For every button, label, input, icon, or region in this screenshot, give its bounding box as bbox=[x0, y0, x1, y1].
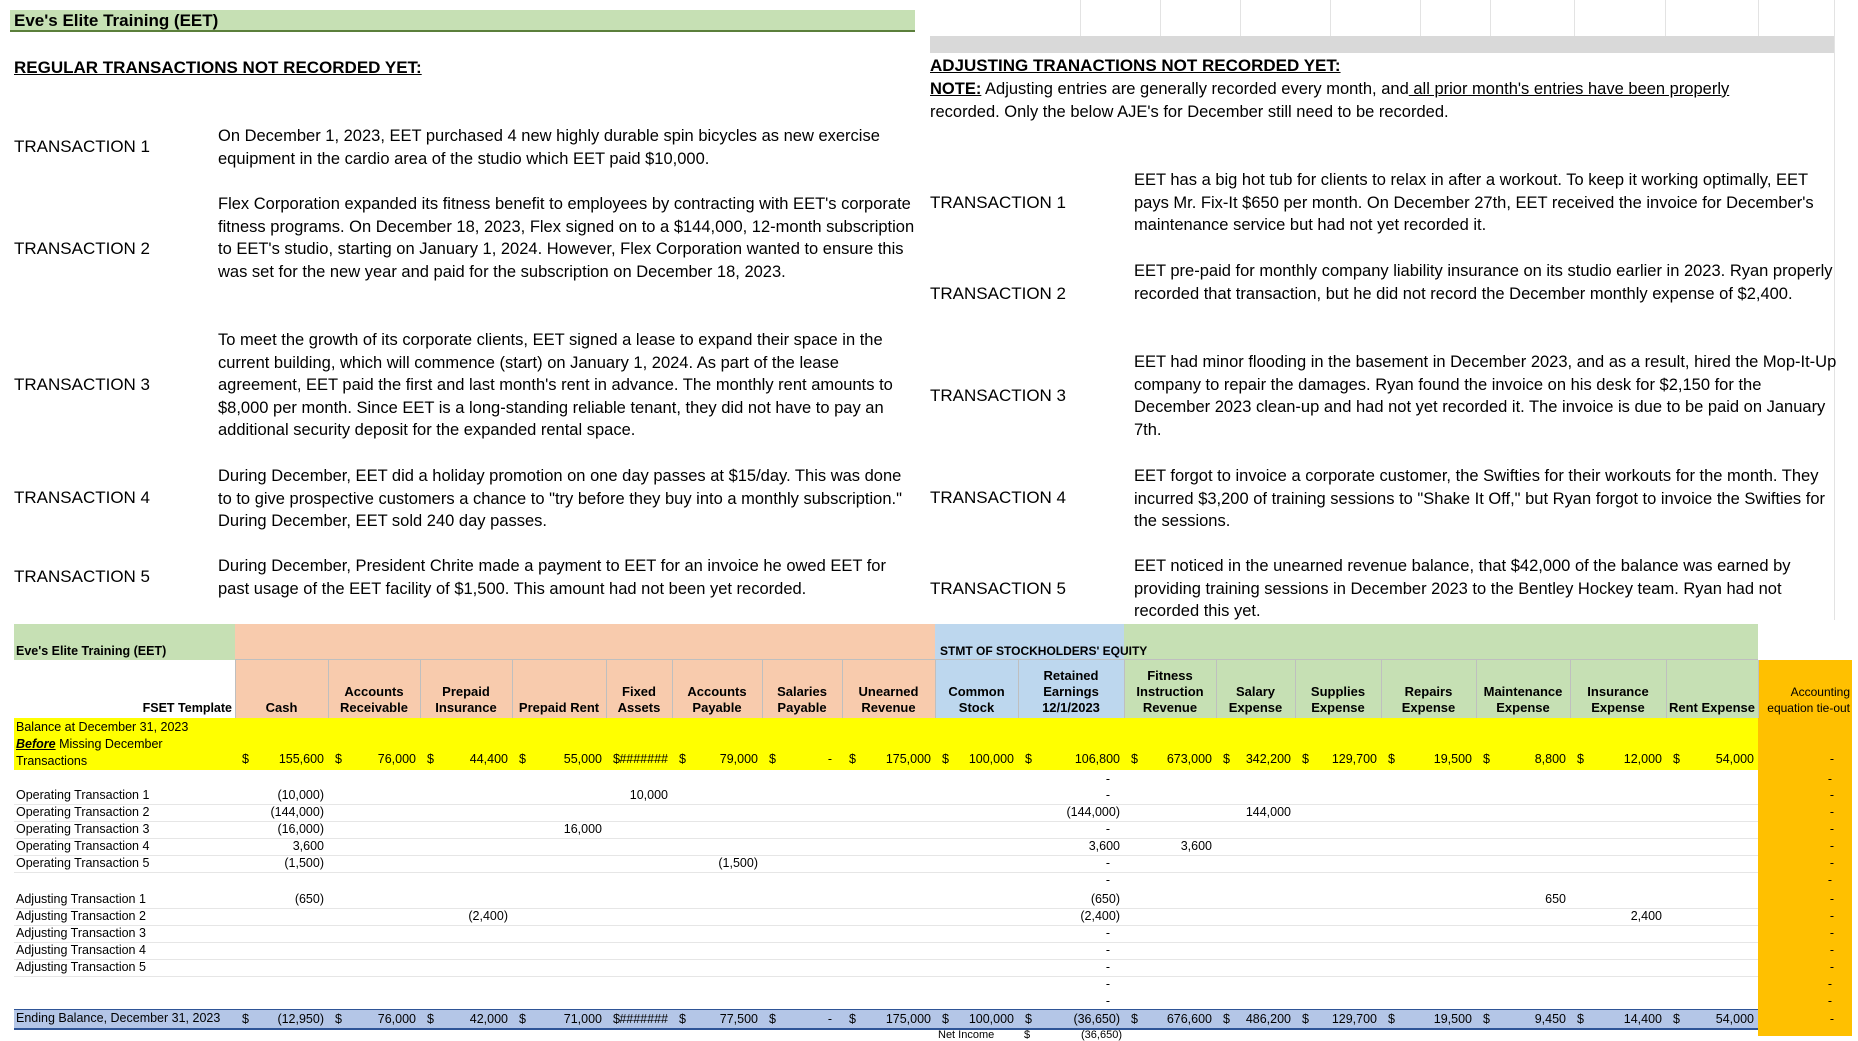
col-header-fixed-assets: Fixed Assets bbox=[617, 684, 661, 715]
table.rows.3.values-cell[interactable]: 3,600 bbox=[1180, 839, 1212, 853]
row-gridline bbox=[14, 959, 1758, 960]
blank-row-dash: - bbox=[1827, 772, 1832, 786]
table-company: Eve's Elite Training (EET) bbox=[16, 644, 167, 658]
balance-cell[interactable]: 129,700 bbox=[1331, 752, 1377, 766]
ending-cell[interactable]: 19,500 bbox=[1433, 1012, 1472, 1026]
table.rows.0.values-cell[interactable]: 10,000 bbox=[629, 788, 668, 802]
adjusting-tx4-label: TRANSACTION 4 bbox=[930, 488, 1067, 507]
note-text-c: recorded. Only the below AJE's for December still need to be recorded. bbox=[930, 102, 1449, 121]
col-header-cash: Cash bbox=[265, 700, 298, 715]
blank-row-dash: - bbox=[1827, 994, 1832, 1008]
blank-row-dash: - bbox=[1827, 873, 1832, 887]
balance-cell[interactable]: 79,000 bbox=[719, 752, 758, 766]
balance-cell[interactable]: 12,000 bbox=[1623, 752, 1662, 766]
table.rows.1.values-cell[interactable]: 144,000 bbox=[1245, 805, 1291, 819]
table.rows.1.values-cell[interactable]: - bbox=[1829, 805, 1834, 819]
dollar-sign: $ bbox=[849, 1012, 856, 1026]
dollar-sign: $ bbox=[1388, 752, 1395, 766]
col-header-retained-earnings-12-1-2023: Retained Earnings 12/1/2023 bbox=[1042, 668, 1100, 715]
table.rows.7.values-cell[interactable]: - bbox=[1829, 926, 1834, 940]
divider-bar bbox=[930, 36, 1834, 53]
regular-tx1-label: TRANSACTION 1 bbox=[14, 137, 151, 156]
dollar-sign: $ bbox=[1302, 1012, 1309, 1026]
note-text-a: Adjusting entries are generally recorded every month, and bbox=[981, 80, 1409, 98]
dollar-sign: $ bbox=[1131, 1012, 1138, 1026]
row-label: Adjusting Transaction 1 bbox=[16, 892, 146, 906]
col-divider bbox=[842, 660, 843, 718]
regular-tx5-label: TRANSACTION 5 bbox=[14, 567, 151, 586]
dollar-sign: $ bbox=[1483, 1012, 1490, 1026]
col-header-salary-expense: Salary Expense bbox=[1228, 684, 1283, 715]
ending-cell[interactable]: 486,200 bbox=[1245, 1012, 1291, 1026]
col-divider bbox=[512, 660, 513, 718]
table.rows.2.values-cell[interactable]: 16,000 bbox=[563, 822, 602, 836]
adjusting-note bbox=[930, 78, 1830, 123]
dollar-sign: $ bbox=[942, 1012, 949, 1026]
col-header-fitness-instruction-revenue: Fitness Instruction Revenue bbox=[1136, 668, 1204, 715]
dollar-sign: $ bbox=[1223, 752, 1230, 766]
regular-tx1-text: On December 1, 2023, EET purchased 4 new highly durable spin bicycles as new exercise equipment in the cardio area of the studio which EET paid $10,000. bbox=[218, 127, 880, 168]
col-divider bbox=[1758, 660, 1759, 718]
col-divider bbox=[328, 660, 329, 718]
ending-cell[interactable]: - bbox=[827, 1012, 832, 1026]
balance-cell[interactable]: 175,000 bbox=[885, 752, 931, 766]
header-separator bbox=[235, 659, 1758, 660]
row-gridline bbox=[14, 925, 1758, 926]
balance-cell[interactable]: 100,000 bbox=[968, 752, 1014, 766]
row-label: Operating Transaction 1 bbox=[16, 788, 150, 802]
table.rows.0.values-cell[interactable]: - bbox=[1829, 788, 1834, 802]
col-divider bbox=[1666, 660, 1667, 718]
table.rows.2.values-cell[interactable]: (16,000) bbox=[277, 822, 324, 836]
table.rows.0.values-cell[interactable]: - bbox=[1105, 788, 1110, 802]
ending-cell[interactable]: 129,700 bbox=[1331, 1012, 1377, 1026]
ending-cell[interactable]: 676,600 bbox=[1166, 1012, 1212, 1026]
dollar-sign: $ bbox=[1483, 752, 1490, 766]
col-divider bbox=[1570, 660, 1571, 718]
dollar-sign: $ bbox=[242, 1012, 249, 1026]
col-header-accounts-payable: Accounts Payable bbox=[687, 684, 747, 715]
col-header-insurance-expense: Insurance Expense bbox=[1587, 684, 1649, 715]
regular-tx4-text: During December, EET did a holiday promotion on one day passes at $15/day. This was done to to give prospective customers a chance to "try before they buy into a monthly subscription." During December, EET sold 240 day passes. bbox=[218, 467, 902, 530]
ending-cell[interactable]: (12,950) bbox=[277, 1012, 324, 1026]
balance-label bbox=[16, 719, 188, 770]
col-header-prepaid-rent: Prepaid Rent bbox=[518, 700, 600, 715]
regular-tx2-text: Flex Corporation expanded its fitness benefit to employees by contracting with EET's corporate fitness programs. On December 18, 2023, Flex signed on to a $144,000, 12-month subscription to EET's studio, starting on January 1, 2024. However, Flex Corporation wanted to ensure this was set for the new year and paid for the subscription on December 18, 2023. bbox=[218, 195, 915, 281]
dollar-sign: $ bbox=[1025, 752, 1032, 766]
row-label: Operating Transaction 5 bbox=[16, 856, 150, 870]
table.rows.6.values-cell[interactable]: (2,400) bbox=[1080, 909, 1120, 923]
col-header-rent-expense: Rent Expense bbox=[1669, 700, 1755, 715]
net-income-label: Net Income bbox=[938, 1029, 995, 1041]
note-text-b: all prior month's entries have been properly bbox=[1408, 80, 1730, 98]
dollar-sign: $ bbox=[769, 752, 776, 766]
net-income-value: (36,650) bbox=[1081, 1029, 1122, 1041]
regular-tx3-text: To meet the growth of its corporate clients, EET signed a lease to expand their space in the current building, which will commence (start) on January 1, 2024. As part of the lease agreement, EET paid the first and last month's rent in advance. The monthly rent amounts to $8,000 per month. Since EET is a long-standing reliable tenant, they did not have to pay an additional security deposit for the expanded rental space. bbox=[218, 331, 893, 439]
balance-cell[interactable]: ####### bbox=[619, 752, 668, 766]
dollar-sign: $ bbox=[679, 1012, 686, 1026]
col-header-supplies-expense: Supplies Expense bbox=[1310, 684, 1366, 715]
ending-cell[interactable]: 71,000 bbox=[563, 1012, 602, 1026]
col-divider bbox=[935, 660, 936, 718]
blank-row-dash: - bbox=[1105, 873, 1110, 887]
dollar-sign: $ bbox=[1025, 1012, 1032, 1026]
table.rows.7.values-cell[interactable]: - bbox=[1105, 926, 1110, 940]
adjusting-tx5-text: EET noticed in the unearned revenue balance, that $42,000 of the balance was earned by providing training sessions in December 2023 to the Bentley Hockey team. Ryan had not recorded this yet. bbox=[1134, 557, 1791, 620]
row-label: Operating Transaction 3 bbox=[16, 822, 150, 836]
balance-cell[interactable]: 54,000 bbox=[1715, 752, 1754, 766]
balance-cell[interactable]: 673,000 bbox=[1166, 752, 1212, 766]
dollar-sign: $ bbox=[769, 1012, 776, 1026]
col-header-accounts-receivable: Accounts Receivable bbox=[340, 684, 408, 715]
table.rows.5.values-cell[interactable]: (650) bbox=[1090, 892, 1120, 906]
adjusting-tx3-label: TRANSACTION 3 bbox=[930, 386, 1067, 405]
regular-tx3-label: TRANSACTION 3 bbox=[14, 375, 151, 394]
ending-cell[interactable]: 77,500 bbox=[719, 1012, 758, 1026]
blank-row-dash: - bbox=[1105, 994, 1110, 1008]
dollar-sign: $ bbox=[335, 1012, 342, 1026]
dollar-sign: $ bbox=[1131, 752, 1138, 766]
table.rows.3.values-cell[interactable]: 3,600 bbox=[1088, 839, 1120, 853]
sheet-title: Eve's Elite Training (EET) bbox=[10, 10, 915, 32]
col-divider bbox=[672, 660, 673, 718]
dollar-sign: $ bbox=[849, 752, 856, 766]
row-label: Adjusting Transaction 2 bbox=[16, 909, 146, 923]
balance-cell[interactable]: 155,600 bbox=[278, 752, 324, 766]
row-gridline bbox=[14, 908, 1758, 909]
col-divider bbox=[1381, 660, 1382, 718]
ending-cell[interactable]: 175,000 bbox=[885, 1012, 931, 1026]
ending-cell[interactable]: 76,000 bbox=[377, 1012, 416, 1026]
ending-cell[interactable]: - bbox=[1829, 1012, 1834, 1026]
row-gridline bbox=[14, 942, 1758, 943]
dollar-sign: $ bbox=[1673, 1012, 1680, 1026]
net-income-dollar: $ bbox=[1024, 1029, 1031, 1041]
adjusting-tx1-label: TRANSACTION 1 bbox=[930, 193, 1067, 212]
col-header-salaries-payable: Salaries Payable bbox=[777, 684, 827, 715]
col-header-accounting-equation-tie-out: Accounting equation tie-out bbox=[1767, 685, 1850, 715]
table.rows.0.values-cell[interactable]: (10,000) bbox=[277, 788, 324, 802]
balance-cell[interactable]: 342,200 bbox=[1245, 752, 1291, 766]
dollar-sign: $ bbox=[242, 752, 249, 766]
table.rows.2.values-cell[interactable]: - bbox=[1829, 822, 1834, 836]
dollar-sign: $ bbox=[613, 1012, 620, 1026]
balance-label-before: Before bbox=[16, 737, 56, 751]
dollar-sign: $ bbox=[427, 1012, 434, 1026]
balance-cell[interactable]: - bbox=[827, 752, 832, 766]
table.rows.6.values-cell[interactable]: 2,400 bbox=[1630, 909, 1662, 923]
dollar-sign: $ bbox=[1673, 752, 1680, 766]
blank-row-dash: - bbox=[1105, 772, 1110, 786]
col-header-common-stock: Common Stock bbox=[948, 684, 1005, 715]
dollar-sign: $ bbox=[1577, 1012, 1584, 1026]
table.rows.5.values-cell[interactable]: (650) bbox=[294, 892, 324, 906]
table.rows.4.values-cell[interactable]: (1,500) bbox=[718, 856, 758, 870]
dollar-sign: $ bbox=[519, 1012, 526, 1026]
row-label: Operating Transaction 4 bbox=[16, 839, 150, 853]
dollar-sign: $ bbox=[519, 752, 526, 766]
dollar-sign: $ bbox=[613, 752, 620, 766]
dollar-sign: $ bbox=[942, 752, 949, 766]
balance-label-line1: Balance at December 31, 2023 bbox=[16, 720, 189, 734]
table.rows.1.values-cell[interactable]: (144,000) bbox=[1066, 805, 1120, 819]
stmt-label: STMT OF STOCKHOLDERS' EQUITY bbox=[940, 644, 1148, 658]
adjusting-tx3-text: EET had minor flooding in the basement in December 2023, and as a result, hired the Mop-It-Up company to repair the damages. Ryan found the invoice on his desk for $2,150 for the December 2023 clean-up and had not yet recorded it. The invoice is due to be paid on January 7th. bbox=[1134, 353, 1837, 439]
table.rows.4.values-cell[interactable]: (1,500) bbox=[284, 856, 324, 870]
col-divider bbox=[1295, 660, 1296, 718]
table.rows.2.values-cell[interactable]: - bbox=[1105, 822, 1110, 836]
regular-tx4-label: TRANSACTION 4 bbox=[14, 488, 151, 507]
col-divider bbox=[1124, 660, 1125, 718]
blank-row-dash: - bbox=[1105, 977, 1110, 991]
row-label: Adjusting Transaction 5 bbox=[16, 960, 146, 974]
fset-template-label: FSET Template bbox=[142, 701, 232, 715]
dollar-sign: $ bbox=[335, 752, 342, 766]
balance-label-line3: Transactions bbox=[16, 754, 88, 768]
col-divider bbox=[1018, 660, 1019, 718]
ending-label: Ending Balance, December 31, 2023 bbox=[16, 1011, 221, 1025]
blank-row-dash: - bbox=[1827, 977, 1832, 991]
dollar-sign: $ bbox=[679, 752, 686, 766]
row-gridline bbox=[14, 872, 1758, 873]
col-divider bbox=[1476, 660, 1477, 718]
row-label: Adjusting Transaction 4 bbox=[16, 943, 146, 957]
col-divider bbox=[606, 660, 607, 718]
table.rows.5.values-cell[interactable]: 650 bbox=[1545, 892, 1566, 906]
table.rows.8.values-cell[interactable]: - bbox=[1829, 943, 1834, 957]
dollar-sign: $ bbox=[427, 752, 434, 766]
adjusting-tx4-text: EET forgot to invoice a corporate customer, the Swifties for their workouts for the month. They incurred $3,200 of training sessions to "Shake It Off," but Ryan forgot to invoice the Swifties for the sessions. bbox=[1134, 467, 1826, 530]
row-label: Operating Transaction 2 bbox=[16, 805, 150, 819]
table.rows.3.values-cell[interactable]: - bbox=[1829, 839, 1834, 853]
table.rows.3.values-cell[interactable]: 3,600 bbox=[292, 839, 324, 853]
table.rows.4.values-cell[interactable]: - bbox=[1829, 856, 1834, 870]
table.rows.8.values-cell[interactable]: - bbox=[1105, 943, 1110, 957]
adjusting-tx2-text: EET pre-paid for monthly company liability insurance on its studio earlier in 2023. Ryan properly recorded that transaction, but he did not record the December monthly expense of $2,400. bbox=[1134, 262, 1833, 303]
balance-cell[interactable]: - bbox=[1829, 752, 1834, 766]
col-header-maintenance-expense: Maintenance Expense bbox=[1483, 684, 1563, 715]
balance-cell[interactable]: 106,800 bbox=[1074, 752, 1120, 766]
ending-cell[interactable]: ####### bbox=[619, 1012, 668, 1026]
regular-heading: REGULAR TRANSACTIONS NOT RECORDED YET: bbox=[14, 58, 422, 77]
balance-cell[interactable]: 76,000 bbox=[377, 752, 416, 766]
table.rows.4.values-cell[interactable]: - bbox=[1105, 856, 1110, 870]
regular-tx2-label: TRANSACTION 2 bbox=[14, 239, 151, 258]
balance-label-line2: Missing December bbox=[55, 737, 163, 751]
adjusting-tx2-label: TRANSACTION 2 bbox=[930, 284, 1067, 303]
table.rows.9.values-cell[interactable]: - bbox=[1829, 960, 1834, 974]
regular-tx5-text: During December, President Chrite made a payment to EET for an invoice he owed EET for past usage of the EET facility of $1,500. This amount had not been yet recorded. bbox=[218, 557, 886, 598]
adjusting-heading: ADJUSTING TRANACTIONS NOT RECORDED YET: bbox=[930, 56, 1341, 75]
adjusting-tx1-text: EET has a big hot tub for clients to relax in after a workout. To keep it working optimally, EET pays Mr. Fix-It $650 per month. On December 27th, EET received the invoice for December's maintenance service but had not yet recorded it. bbox=[1134, 171, 1814, 234]
dollar-sign: $ bbox=[1302, 752, 1309, 766]
row-gridline bbox=[14, 976, 1758, 977]
dollar-sign: $ bbox=[1223, 1012, 1230, 1026]
col-header-unearned-revenue: Unearned Revenue bbox=[858, 684, 919, 715]
col-divider bbox=[420, 660, 421, 718]
ending-cell[interactable]: 14,400 bbox=[1623, 1012, 1662, 1026]
ending-cell[interactable]: (36,650) bbox=[1073, 1012, 1120, 1026]
ending-cell[interactable]: 42,000 bbox=[469, 1012, 508, 1026]
table.rows.6.values-cell[interactable]: - bbox=[1829, 909, 1834, 923]
ending-cell[interactable]: 100,000 bbox=[968, 1012, 1014, 1026]
table.rows.1.values-cell[interactable]: (144,000) bbox=[270, 805, 324, 819]
col-divider bbox=[1216, 660, 1217, 718]
col-divider bbox=[235, 660, 236, 718]
adjusting-tx5-label: TRANSACTION 5 bbox=[930, 579, 1067, 598]
note-label: NOTE: bbox=[930, 80, 982, 98]
ending-cell[interactable]: 54,000 bbox=[1715, 1012, 1754, 1026]
row-label: Adjusting Transaction 3 bbox=[16, 926, 146, 940]
col-header-prepaid-insurance: Prepaid Insurance bbox=[435, 684, 497, 715]
table.rows.6.values-cell[interactable]: (2,400) bbox=[468, 909, 508, 923]
dollar-sign: $ bbox=[1388, 1012, 1395, 1026]
table.rows.5.values-cell[interactable]: - bbox=[1829, 892, 1834, 906]
col-divider bbox=[762, 660, 763, 718]
col-header-repairs-expense: Repairs Expense bbox=[1401, 684, 1456, 715]
table.rows.9.values-cell[interactable]: - bbox=[1105, 960, 1110, 974]
balance-cell[interactable]: 19,500 bbox=[1433, 752, 1472, 766]
balance-cell[interactable]: 8,800 bbox=[1534, 752, 1566, 766]
dollar-sign: $ bbox=[1577, 752, 1584, 766]
balance-cell[interactable]: 44,400 bbox=[469, 752, 508, 766]
ending-cell[interactable]: 9,450 bbox=[1534, 1012, 1566, 1026]
balance-cell[interactable]: 55,000 bbox=[563, 752, 602, 766]
